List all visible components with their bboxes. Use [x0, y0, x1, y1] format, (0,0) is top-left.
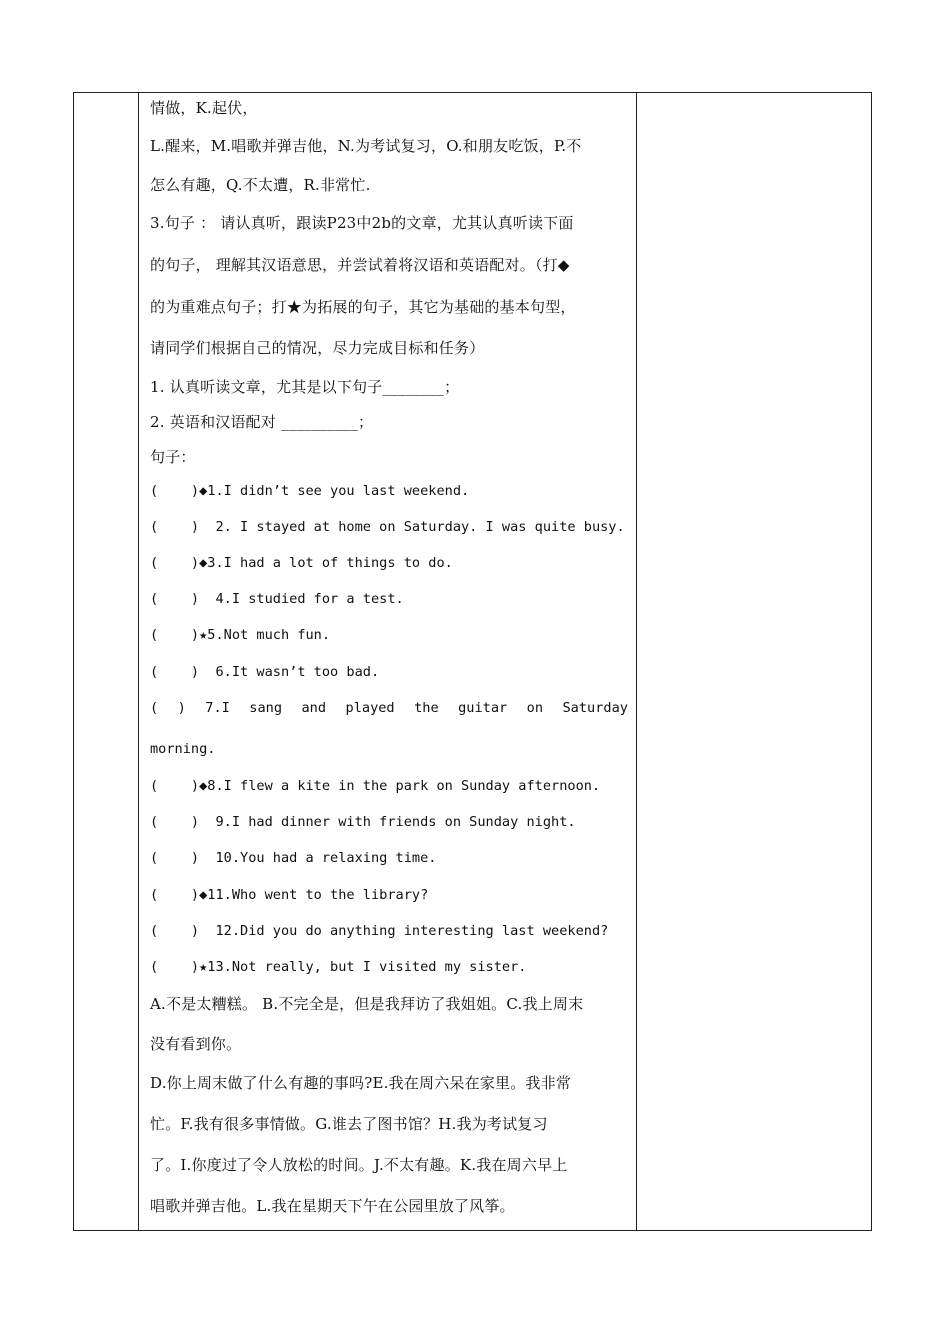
sentence-word: on	[526, 700, 544, 716]
column-divider-right	[636, 93, 637, 1230]
sentence-item: ( )◆1.I didn’t see you last weekend.	[150, 483, 470, 499]
worksheet-table	[73, 92, 872, 1231]
sentence-word: sang	[249, 700, 283, 716]
sentence-word: and	[301, 700, 327, 716]
task-match: 2. 英语和汉语配对 __________；	[150, 413, 374, 431]
sentence-word: guitar	[458, 700, 508, 716]
instruction-line: 的句子， 理解其汉语意思，并尝试着将汉语和英语配对。（打◆	[150, 256, 570, 274]
answer-option-line: 了。I.你度过了令人放松的时间。J.不太有趣。K.我在周六早上	[150, 1156, 568, 1174]
answer-option-line: A.不是太糟糕。 B.不完全是，但是我拜访了我姐姐。C.我上周末	[150, 995, 584, 1013]
vocab-line: 怎么有趣，Q.不太遭，R.非常忙.	[150, 176, 371, 194]
sentence-item: ( )★13.Not really, but I visited my sister.	[150, 959, 527, 975]
column-divider-left	[138, 93, 139, 1230]
sentence-item: ( )★5.Not much fun.	[150, 627, 331, 643]
task-listen-read: 1. 认真听读文章，尤其是以下句子________；	[150, 378, 460, 396]
sentence-item: ( )◆3.I had a lot of things to do.	[150, 555, 453, 571]
answer-option-line: 唱歌并弹吉他。L.我在星期天下午在公园里放了风筝。	[150, 1197, 515, 1215]
sentence-continuation: morning.	[150, 741, 216, 757]
instruction-line: 请同学们根据自己的情况，尽力完成目标和任务）	[150, 339, 485, 357]
sentence-item: ( ) 10.You had a relaxing time.	[150, 850, 437, 866]
answer-option-line: D.你上周末做了什么有趣的事吗?E.我在周六呆在家里。我非常	[150, 1074, 572, 1092]
sentence-item: ( ) 12.Did you do anything interesting last weekend?	[150, 923, 609, 939]
sentences-label: 句子：	[150, 448, 196, 466]
vocab-line: 情做，K.起伏，	[150, 99, 258, 117]
sentence-item: ( )◆8.I flew a kite in the park on Sunday afternoon.	[150, 778, 601, 794]
sentence-item: ( ) 9.I had dinner with friends on Sunday night.	[150, 814, 576, 830]
sentence-word: Saturday	[562, 700, 628, 716]
answer-option-line: 忙。F.我有很多事情做。G.谁去了图书馆？H.我为考试复习	[150, 1115, 548, 1133]
sentence-word: (	[150, 700, 159, 716]
sentence-word: )	[177, 700, 186, 716]
sentence-word: the	[414, 700, 439, 716]
sentence-word: played	[345, 700, 395, 716]
sentence-item: ( ) 6.It wasn’t too bad.	[150, 664, 380, 680]
sentence-item: ( ) 2. I stayed at home on Saturday. I was quite busy.	[150, 519, 625, 535]
vocab-line: L.醒来，M.唱歌并弹吉他，N.为考试复习，O.和朋友吃饭，P.不	[150, 137, 582, 155]
instruction-line: 的为重难点句子；打★为拓展的句子，其它为基础的基本句型，	[150, 298, 576, 316]
answer-option-line: 没有看到你。	[150, 1035, 242, 1053]
sentence-word: 7.I	[205, 700, 230, 716]
sentence-item: ( )◆11.Who went to the library?	[150, 887, 429, 903]
sentence-item-justified	[150, 700, 628, 716]
sentence-item: ( ) 4.I studied for a test.	[150, 591, 404, 607]
instruction-line: 3.句子 ： 请认真听，跟读P23中2b的文章，尤其认真听读下面	[150, 214, 574, 232]
